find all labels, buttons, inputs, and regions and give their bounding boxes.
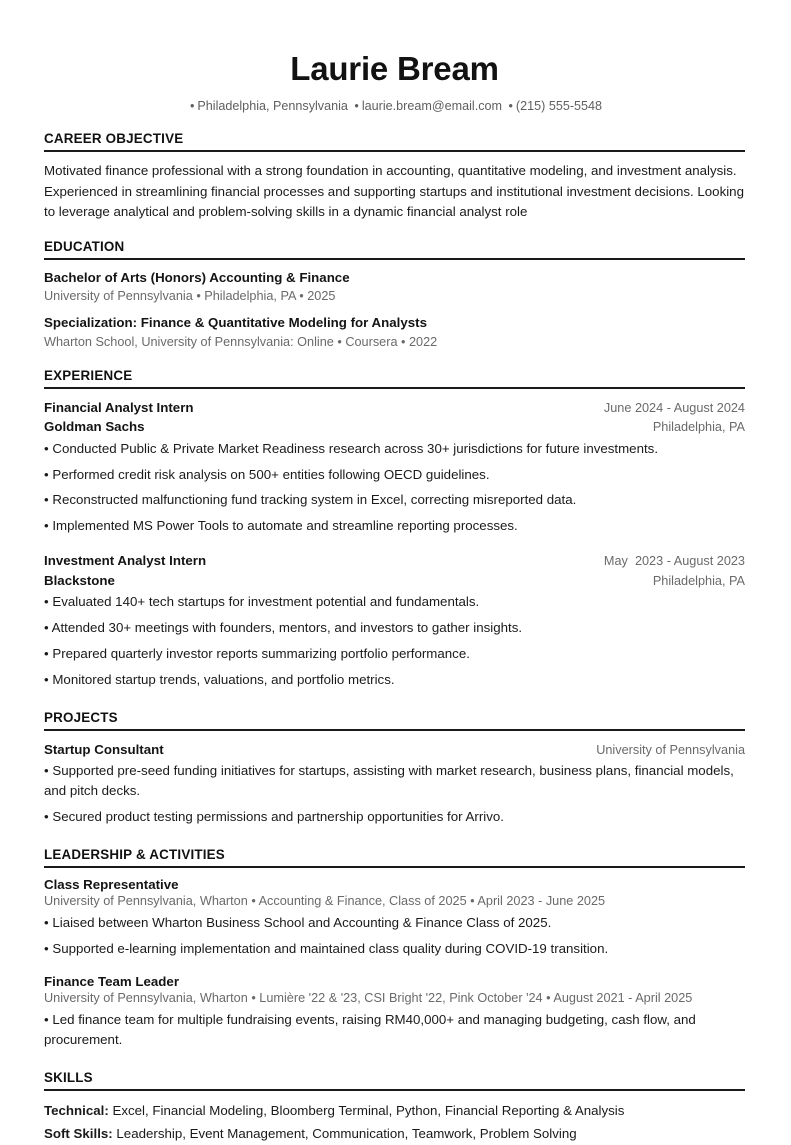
experience-bullets: [44, 439, 745, 537]
project-role: Startup Consultant: [44, 741, 164, 757]
skills-soft-value: Leadership, Event Management, Communication, Teamwork, Problem Solving: [112, 1126, 577, 1142]
career-objective-text: Motivated finance professional with a strong foundation in accounting, quantitative modeling, and investment analysis. Experienced in streamlining financial processes and supporting startups and institutional investment decisions. Looking to leverage analytical and problem-solving skills in a dynamic financial analyst role: [44, 163, 744, 219]
experience-role: Financial Analyst Intern: [44, 399, 194, 415]
experience-role-row: [44, 551, 745, 570]
experience-dates: May 2023 - August 2023: [603, 554, 745, 569]
bullet-item: • Led finance team for multiple fundraising events, raising RM40,000+ and managing budgeting, cash flow, and procurement.: [44, 1012, 696, 1048]
leadership-bullets: [44, 913, 745, 959]
section-title-skills: SKILLS: [44, 1070, 745, 1091]
section-skills: [44, 1070, 745, 1145]
skills-soft-label: Soft Skills:: [44, 1126, 113, 1142]
experience-location: Philadelphia, PA: [652, 420, 745, 435]
section-body-career-objective: [44, 152, 745, 222]
section-career-objective: [44, 131, 745, 222]
skills-technical-value: Excel, Financial Modeling, Bloomberg Terminal, Python, Financial Reporting & Analysis: [108, 1103, 625, 1119]
contact-bullet-3: •: [508, 98, 513, 113]
section-body-education: [44, 260, 745, 352]
candidate-name: Laurie Bream: [290, 50, 499, 87]
bullet-item: • Conducted Public & Private Market Readiness research across 30+ jurisdictions for future investments.: [44, 440, 659, 456]
education-item: [44, 313, 745, 351]
leadership-bullets: [44, 1010, 745, 1050]
section-education: [44, 239, 745, 352]
education-degree: Bachelor of Arts (Honors) Accounting & Finance: [44, 270, 350, 286]
education-meta: University of Pennsylvania • Philadelphia, PA • 2025: [44, 289, 336, 304]
leadership-entry: [44, 974, 745, 1050]
project-bullets: [44, 761, 745, 827]
leadership-meta: University of Pennsylvania, Wharton • Lumière '22 & '23, CSI Bright '22, Pink October '24 • August 2021 - April 2025: [44, 991, 693, 1006]
bullet-item: • Attended 30+ meetings with founders, mentors, and investors to gather insights.: [44, 620, 523, 636]
bullet-item: • Evaluated 140+ tech startups for investment potential and fundamentals.: [44, 594, 480, 610]
contact-location: Philadelphia, Pennsylvania: [197, 98, 348, 113]
experience-role-row: [44, 398, 745, 417]
leadership-role: Finance Team Leader: [44, 974, 179, 990]
education-degree: Specialization: Finance & Quantitative Modeling for Analysts: [44, 315, 427, 331]
contact-bullet-1: •: [189, 98, 195, 113]
project-entry: [44, 740, 745, 827]
contact-bullet-2: •: [354, 98, 359, 113]
skills-technical-line: [44, 1100, 745, 1121]
experience-entry: [44, 551, 745, 690]
section-body-leadership-activities: [44, 868, 745, 1050]
section-leadership-activities: [44, 847, 745, 1050]
project-org: University of Pennsylvania: [596, 742, 745, 757]
section-title-experience: EXPERIENCE: [44, 368, 745, 389]
experience-bullets: [44, 592, 745, 690]
section-body-projects: [44, 731, 745, 827]
contact-phone: (215) 555-5548: [515, 98, 603, 113]
section-title-education: EDUCATION: [44, 239, 745, 260]
section-body-experience: [44, 389, 745, 690]
experience-company-row: [44, 571, 745, 590]
project-role-row: [44, 740, 745, 759]
section-title-career-objective: CAREER OBJECTIVE: [44, 131, 745, 152]
leadership-entry: [44, 877, 745, 959]
experience-entry: [44, 398, 745, 537]
leadership-meta: University of Pennsylvania, Wharton • Accounting & Finance, Class of 2025 • April 2023 - June 2025: [44, 894, 606, 909]
experience-role: Investment Analyst Intern: [44, 553, 207, 569]
bullet-item: • Reconstructed malfunctioning fund tracking system in Excel, correcting misreported data.: [44, 492, 577, 508]
resume-header: [44, 50, 745, 114]
bullet-item: • Prepared quarterly investor reports summarizing portfolio performance.: [44, 646, 470, 662]
experience-company-row: [44, 417, 745, 436]
bullet-item: • Liaised between Wharton Business School and Accounting & Finance Class of 2025.: [44, 915, 552, 931]
education-item: [44, 268, 745, 306]
education-meta: Wharton School, University of Pennsylvania: Online • Coursera • 2022: [44, 334, 438, 349]
contact-email: laurie.bream@email.com: [361, 98, 502, 113]
section-experience: [44, 368, 745, 690]
contact-line: [44, 98, 745, 114]
bullet-item: • Implemented MS Power Tools to automate and streamline reporting processes.: [44, 518, 518, 534]
leadership-role: Class Representative: [44, 877, 179, 893]
experience-company: Goldman Sachs: [44, 419, 145, 435]
section-body-skills: [44, 1091, 745, 1145]
experience-company: Blackstone: [44, 572, 115, 588]
bullet-item: • Secured product testing permissions and partnership opportunities for Arrivo.: [44, 809, 504, 825]
bullet-item: • Supported e-learning implementation and maintained class quality during COVID-19 transition.: [44, 941, 609, 957]
skills-technical-label: Technical:: [44, 1103, 109, 1119]
section-title-projects: PROJECTS: [44, 710, 745, 731]
section-title-leadership-activities: LEADERSHIP & ACTIVITIES: [44, 847, 745, 868]
experience-location: Philadelphia, PA: [652, 573, 745, 588]
bullet-item: • Performed credit risk analysis on 500+ entities following OECD guidelines.: [44, 466, 490, 482]
skills-soft-line: [44, 1123, 745, 1144]
experience-dates: June 2024 - August 2024: [603, 400, 745, 415]
bullet-item: • Supported pre-seed funding initiatives for startups, assisting with market research, business plans, financial models, and pitch decks.: [44, 763, 734, 799]
section-projects: [44, 710, 745, 827]
bullet-item: • Monitored startup trends, valuations, and portfolio metrics.: [44, 671, 395, 687]
